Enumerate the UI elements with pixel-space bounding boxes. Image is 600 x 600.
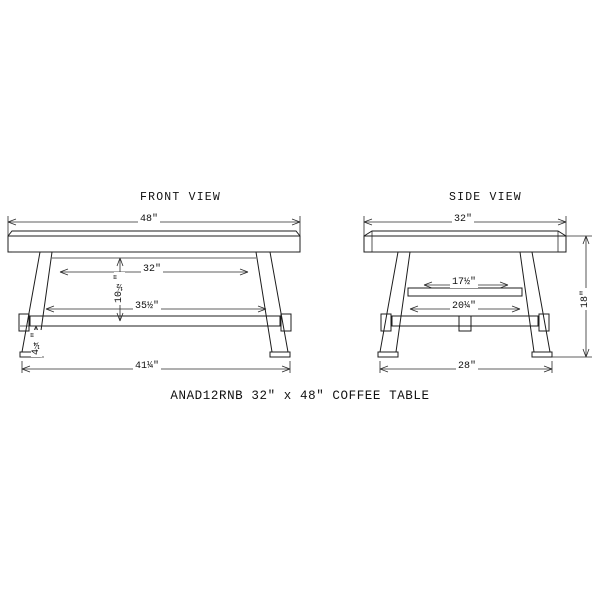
front-dimension-lines <box>8 216 300 373</box>
front-dim-top-width-label: 48" <box>140 214 159 225</box>
front-dim-foot-height-label: 4¼" <box>31 332 42 356</box>
front-dim-foot-span-label: 41¼" <box>135 361 160 372</box>
front-dim-upper-stretcher-label: 32" <box>143 264 162 275</box>
front-dim-leg-inner-height-label: 10½" <box>114 274 125 304</box>
side-dim-upper-rail-label: 17½" <box>452 277 477 288</box>
front-dim-lower-stretcher-label: 35½" <box>135 301 160 312</box>
side-view-title: SIDE VIEW <box>449 191 522 204</box>
front-view-geometry <box>8 231 300 357</box>
drawing-caption: ANAD12RNB 32″ x 48″ COFFEE TABLE <box>170 389 430 403</box>
side-dim-lower-rail-label: 20¼" <box>452 301 477 312</box>
side-dim-foot-span-label: 28" <box>458 361 477 372</box>
side-dim-overall-height-label: 18" <box>580 290 591 309</box>
side-dim-top-depth-label: 32" <box>454 214 473 225</box>
side-view-geometry <box>364 231 566 357</box>
front-view-title: FRONT VIEW <box>140 191 222 204</box>
